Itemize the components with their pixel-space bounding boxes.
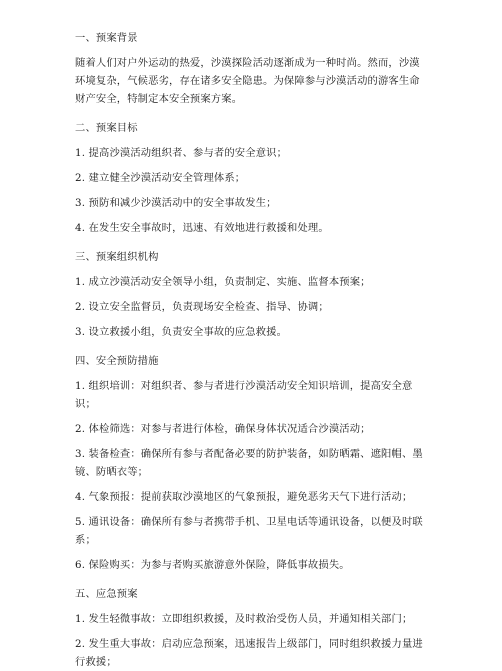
section-heading-goals: 二、预案目标	[75, 122, 138, 134]
prevention-item: 5. 通讯设备：确保所有参与者携带手机、卫星电话等通讯设备，以便及时联系；	[75, 516, 423, 546]
section-heading-organization: 三、预案组织机构	[75, 251, 159, 263]
organization-item: 2. 设立安全监督员，负责现场安全检查、指导、协调；	[75, 301, 329, 313]
document-page	[75, 29, 430, 671]
prevention-item: 6. 保险购买：为参与者购买旅游意外保险，降低事故损失。	[75, 559, 350, 571]
section-heading-emergency: 五、应急预案	[75, 588, 138, 600]
section-heading-background: 一、预案背景	[75, 32, 138, 44]
emergency-item: 1. 发生轻微事故：立即组织救援，及时救治受伤人员，并通知相关部门；	[75, 613, 413, 625]
prevention-item: 3. 装备检查：确保所有参与者配备必要的防护装备，如防晒霜、遮阳帽、墨镜、防晒衣等；	[75, 448, 423, 478]
prevention-item: 1. 组织培训：对组织者、参与者进行沙漠活动安全知识培训，提高安全意识；	[75, 380, 413, 410]
goal-item: 2. 建立健全沙漠活动安全管理体系；	[75, 172, 246, 184]
organization-item: 3. 设立救援小组，负责安全事故的应急救援。	[75, 326, 288, 338]
prevention-item: 4. 气象预报：提前获取沙漠地区的气象预报，避免恶劣天气下进行活动；	[75, 491, 413, 503]
section-heading-prevention: 四、安全预防措施	[75, 355, 159, 367]
organization-item: 1. 成立沙漠活动安全领导小组，负责制定、实施、监督本预案；	[75, 276, 371, 288]
prevention-item: 2. 体检筛选：对参与者进行体检，确保身体状况适合沙漠活动；	[75, 423, 371, 435]
background-paragraph: 随着人们对户外运动的热爱，沙漠探险活动逐渐成为一种时尚。然而，沙漠环境复杂，气候恶劣，存在诸多安全隐患。为保障参与沙漠活动的游客生命财产安全，特制定本安全预案方案。	[75, 57, 420, 105]
goal-item: 3. 预防和减少沙漠活动中的安全事故发生；	[75, 197, 277, 209]
goal-item: 1. 提高沙漠活动组织者、参与者的安全意识；	[75, 147, 288, 159]
goal-item: 4. 在发生安全事故时，迅速、有效地进行救援和处理。	[75, 222, 329, 234]
emergency-item: 2. 发生重大事故：启动应急预案，迅速报告上级部门，同时组织救援力量进行救援；	[75, 638, 423, 668]
